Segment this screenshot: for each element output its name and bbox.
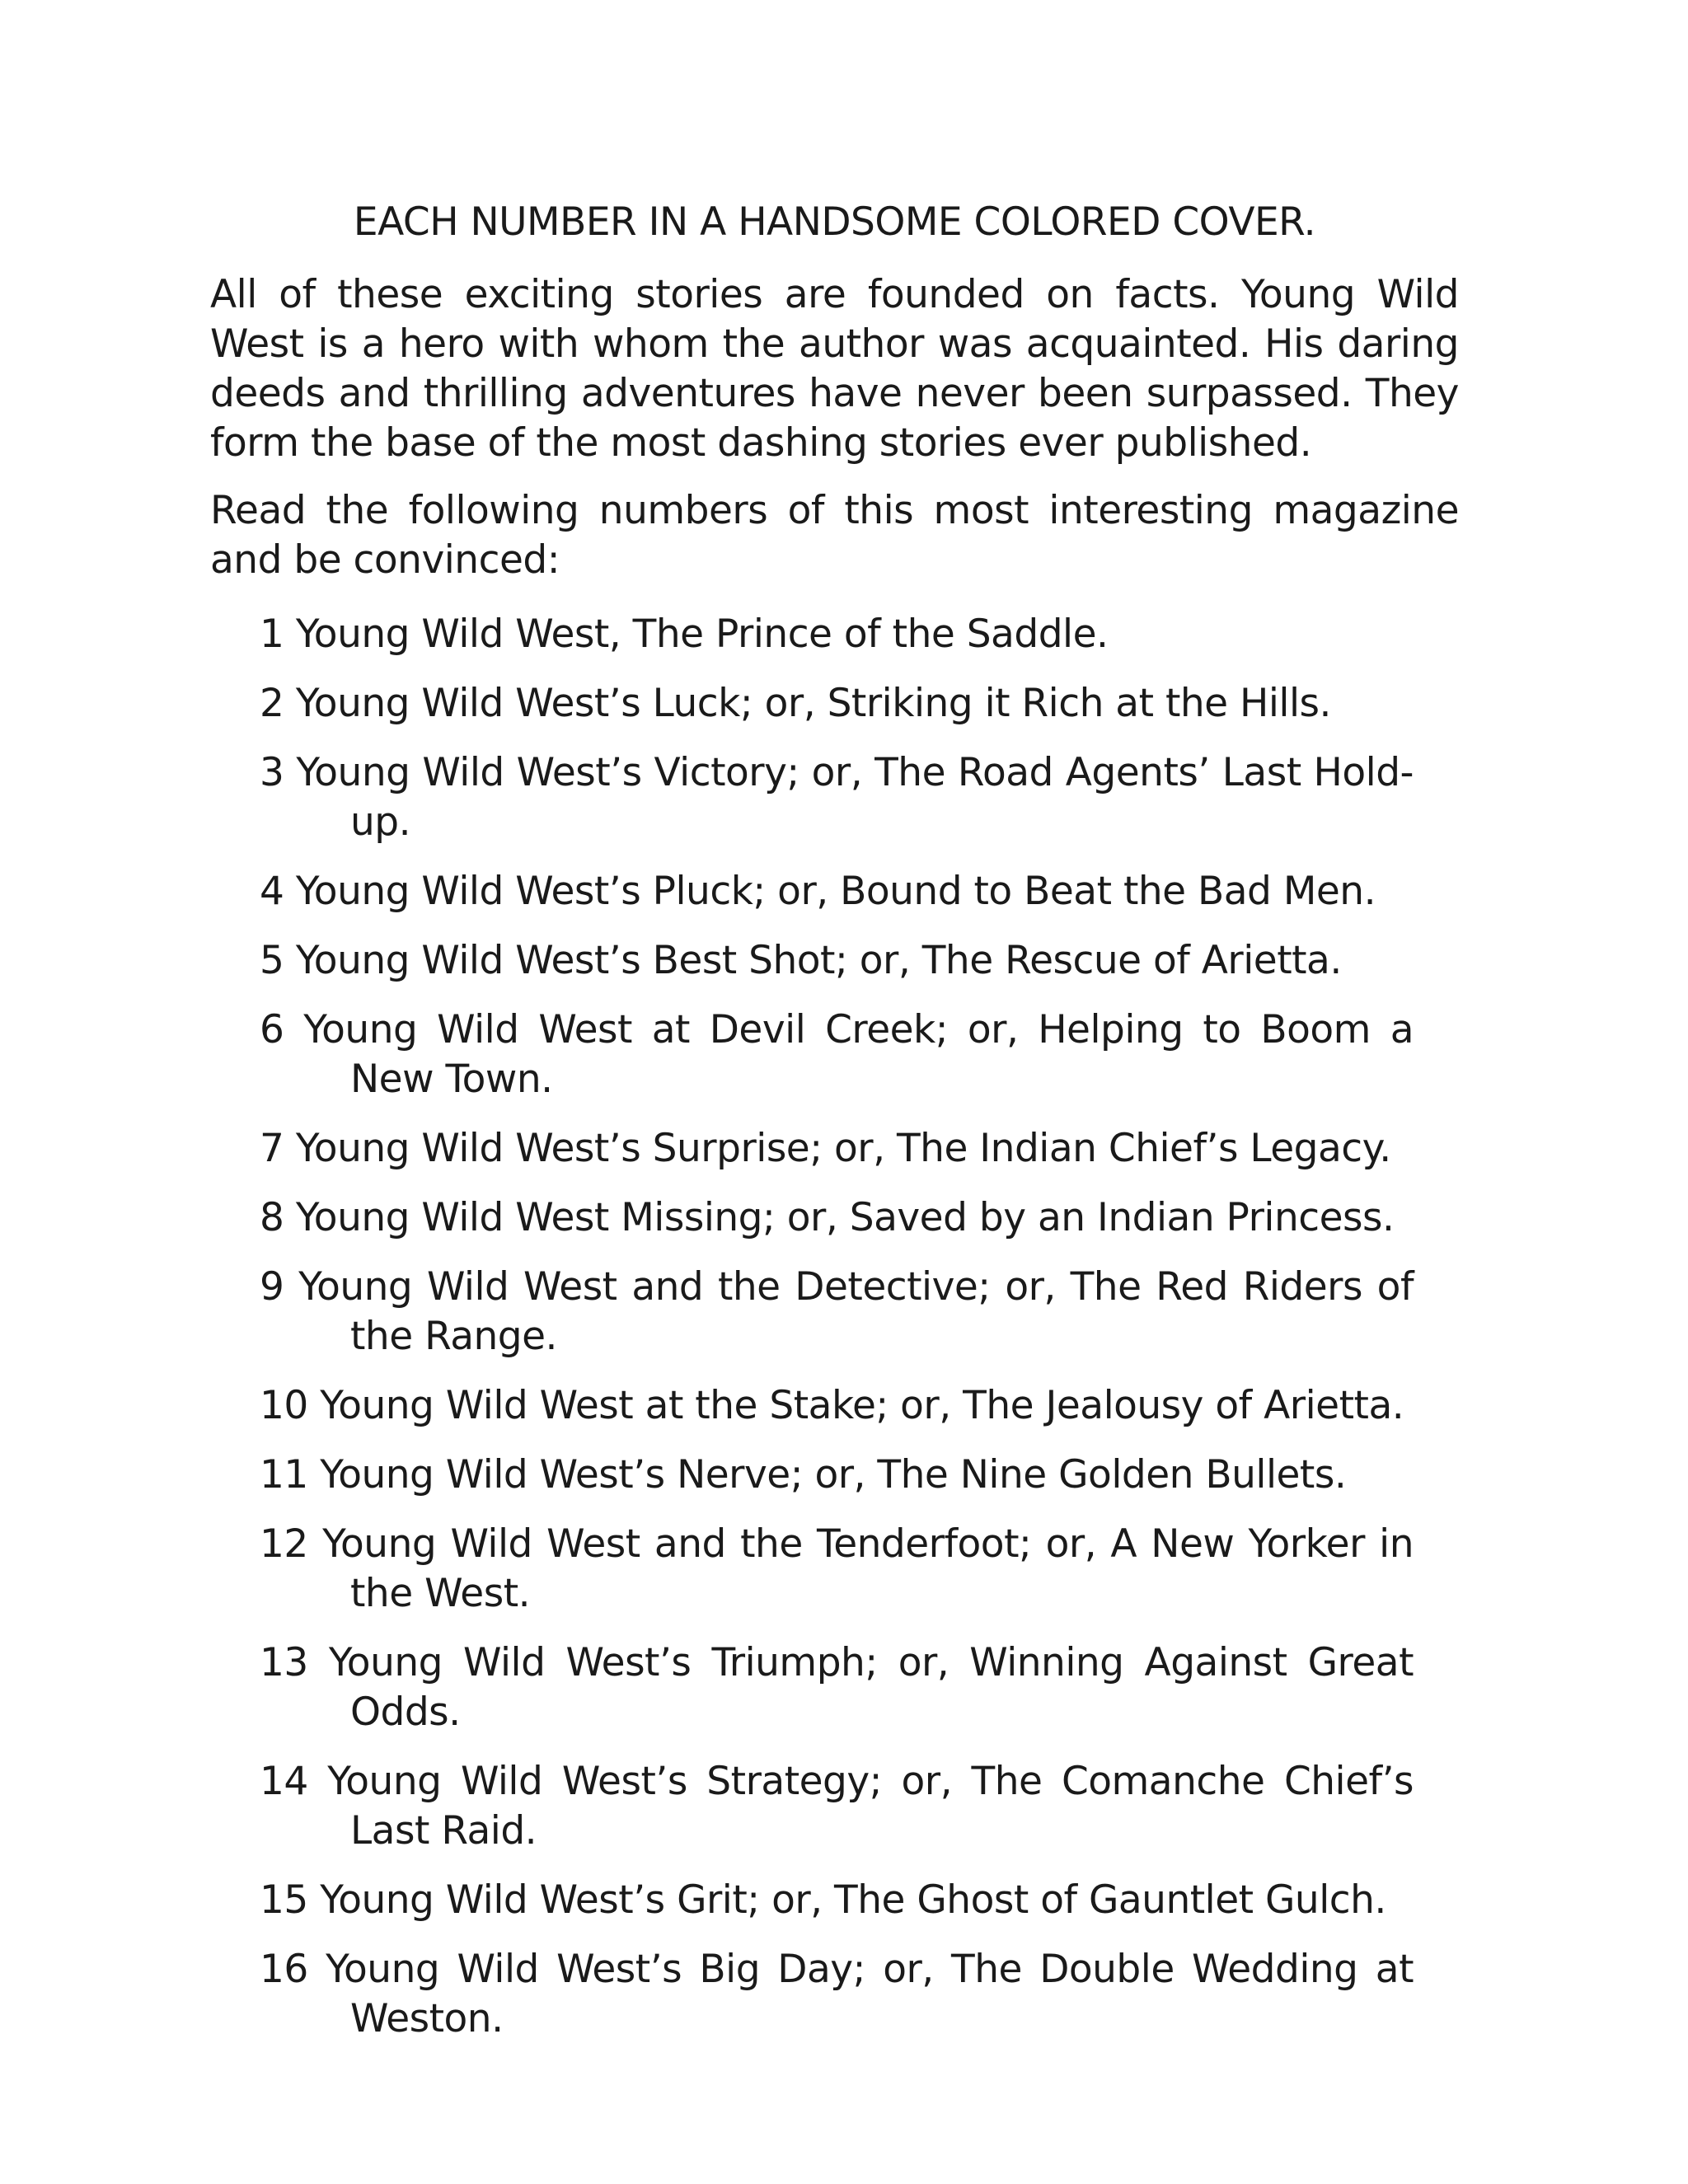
list-item: 8 Young Wild West Missing; or, Saved by an Indian Princess. bbox=[260, 1195, 1395, 1240]
list-item: 7 Young Wild West’s Surprise; or, The Indian Chief’s Legacy. bbox=[260, 1126, 1391, 1171]
list-item: 2 Young Wild West’s Luck; or, Striking it Rich at the Hills. bbox=[260, 681, 1331, 726]
list-item: 15 Young Wild West’s Grit; or, The Ghost of Gauntlet Gulch. bbox=[260, 1877, 1386, 1923]
list-item: 13 Young Wild West’s Triumph; or, Winning Against Great Odds. bbox=[260, 1640, 1414, 1735]
document-page bbox=[210, 198, 1459, 2064]
list-item: 16 Young Wild West’s Big Day; or, The Double Wedding at Weston. bbox=[260, 1947, 1414, 2041]
list-item: 4 Young Wild West’s Pluck; or, Bound to Beat the Bad Men. bbox=[260, 869, 1376, 914]
story-list bbox=[210, 610, 1459, 2044]
list-item: 1 Young Wild West, The Prince of the Saddle. bbox=[260, 612, 1109, 657]
list-item: 14 Young Wild West’s Strategy; or, The Comanche Chief’s Last Raid. bbox=[260, 1759, 1414, 1854]
list-item: 11 Young Wild West’s Nerve; or, The Nine Golden Bullets. bbox=[260, 1452, 1347, 1497]
list-item: 9 Young Wild West and the Detective; or, The Red Riders of the Range. bbox=[260, 1264, 1414, 1359]
list-item: 3 Young Wild West’s Victory; or, The Road Agents’ Last Hold-up. bbox=[260, 750, 1414, 845]
intro-paragraph: All of these exciting stories are founded on facts. Young Wild West is a hero with whom the author was acquainted. His daring deeds and thrilling adventures have never been surpassed. They form the base of the most dashing stories ever published. bbox=[210, 272, 1459, 466]
page-heading: EACH NUMBER IN A HANDSOME COLORED COVER. bbox=[353, 199, 1316, 245]
list-item: 12 Young Wild West and the Tenderfoot; or, A New Yorker in the West. bbox=[260, 1521, 1414, 1616]
instruction-paragraph: Read the following numbers of this most interesting magazine and be convinced: bbox=[210, 488, 1459, 583]
list-item: 10 Young Wild West at the Stake; or, The Jealousy of Arietta. bbox=[260, 1383, 1404, 1428]
list-item: 6 Young Wild West at Devil Creek; or, Helping to Boom a New Town. bbox=[260, 1007, 1414, 1102]
list-item: 5 Young Wild West’s Best Shot; or, The Rescue of Arietta. bbox=[260, 938, 1342, 983]
